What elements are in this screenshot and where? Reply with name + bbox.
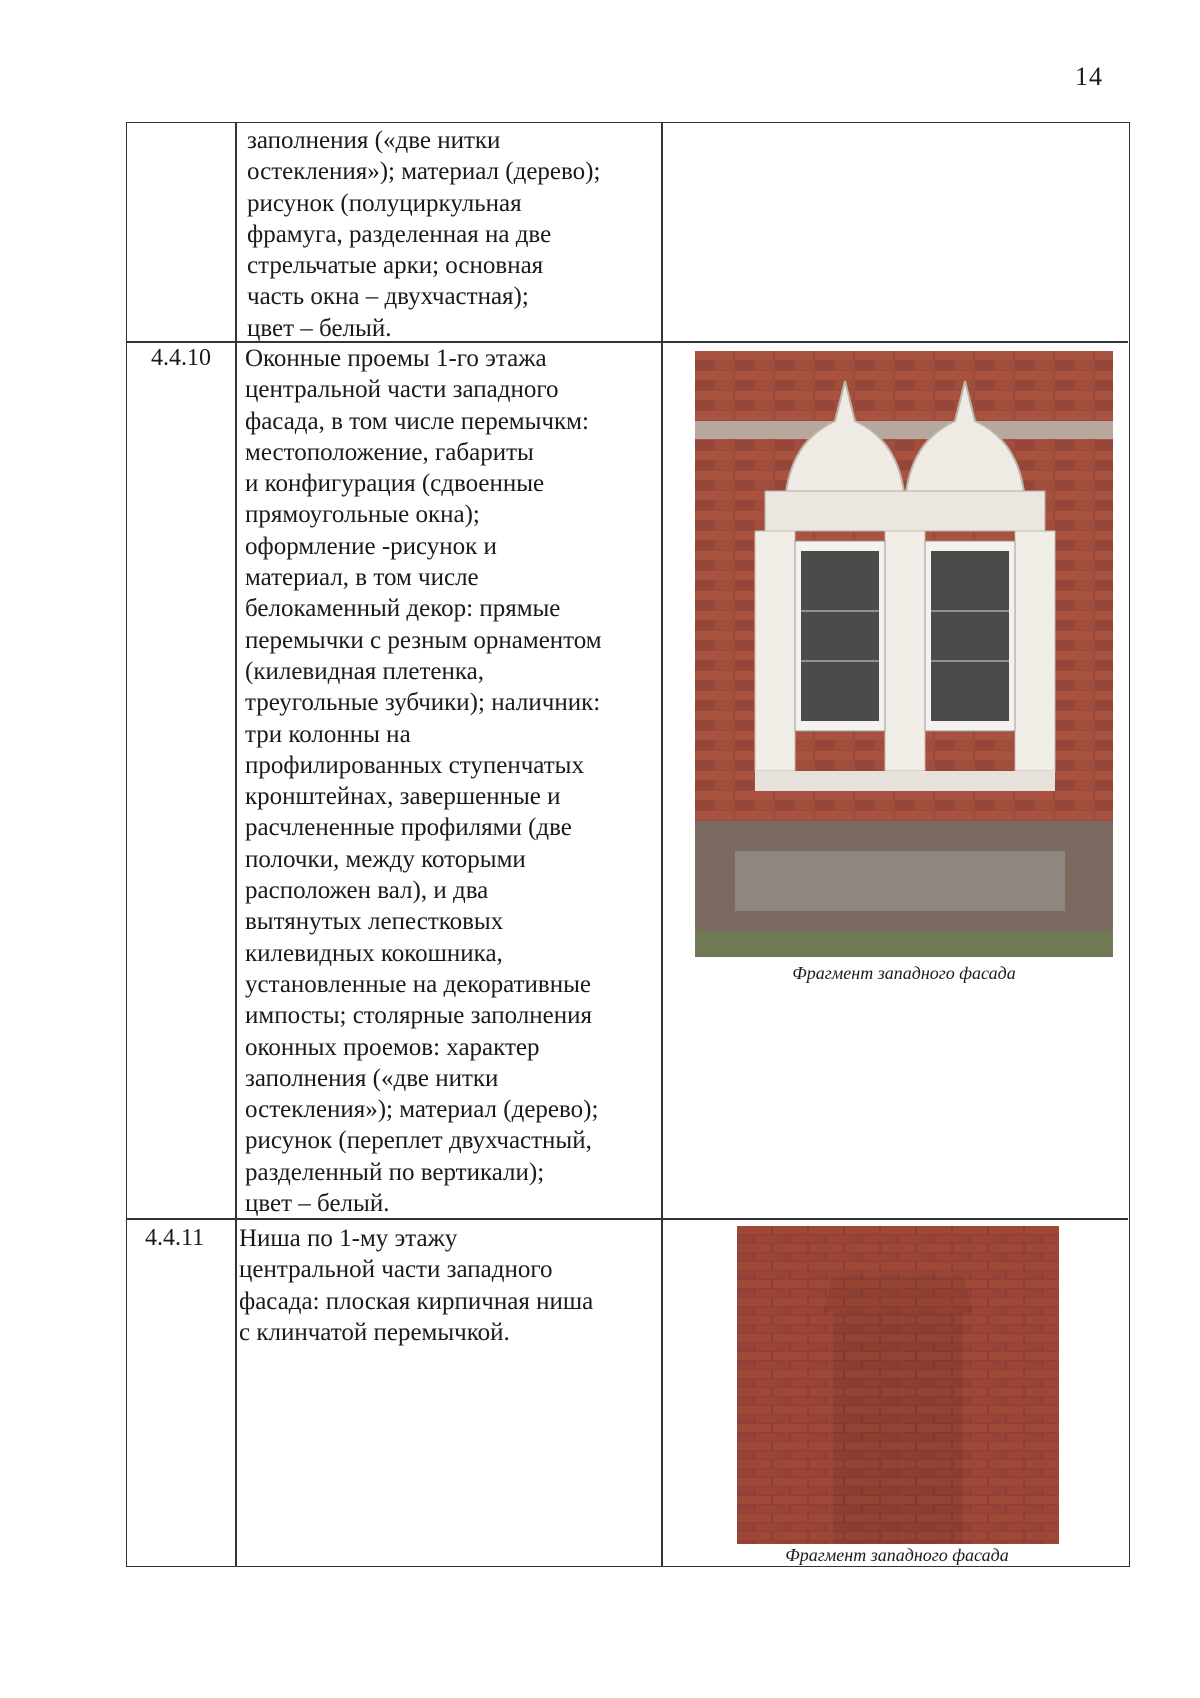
window-photo-caption: Фрагмент западного фасада xyxy=(792,963,1016,983)
row-4-4-10-number: 4.4.10 xyxy=(151,345,211,371)
row-continuation-description: заполнения («две нитки остекления»); материал (дерево); рисунок (полуциркульная фрамуга, разделенная на две стрельчатые арки; основная часть окна – двухчастная); цвет – белый. xyxy=(247,127,601,342)
west-facade-niche-photo xyxy=(737,1226,1059,1544)
row-4-4-11-description: Ниша по 1-му этажу центральной части западного фасада: плоская кирпичная ниша с клинчатой перемычкой. xyxy=(239,1225,594,1346)
column-divider-1 xyxy=(235,123,237,1566)
row-4-4-11-number: 4.4.11 xyxy=(145,1225,205,1251)
niche-photo-caption: Фрагмент западного фасада xyxy=(785,1545,1009,1565)
row-4-4-10-description: Оконные проемы 1-го этажа центральной части западного фасада, в том числе перемычкм: местоположение, габариты и конфигурация (сдвоенные прямоугольные окна); оформление -рисунок и материал, в том числе белокаменный декор: прямые перемычки с резным орнаментом (килевидная плетенка, треугольные зубчики); наличник: три колонны на профилированных ступенчатых кронштейнах, завершенные и расчлененные профилями (две полочки, между которыми расположен вал), и два вытянутых лепестковых килевидных кокошника, установленные на декоративные импосты; столярные заполнения оконных проемов: характер заполнения («две нитки остекления»); материал (дерево); рисунок (переплет двухчастный, разделенный по вертикали); цвет – белый. xyxy=(245,345,602,1218)
page-number: 14 xyxy=(1075,62,1103,91)
west-facade-window-photo xyxy=(695,351,1113,957)
column-divider-2 xyxy=(661,123,663,1566)
heritage-table xyxy=(126,122,1130,1567)
